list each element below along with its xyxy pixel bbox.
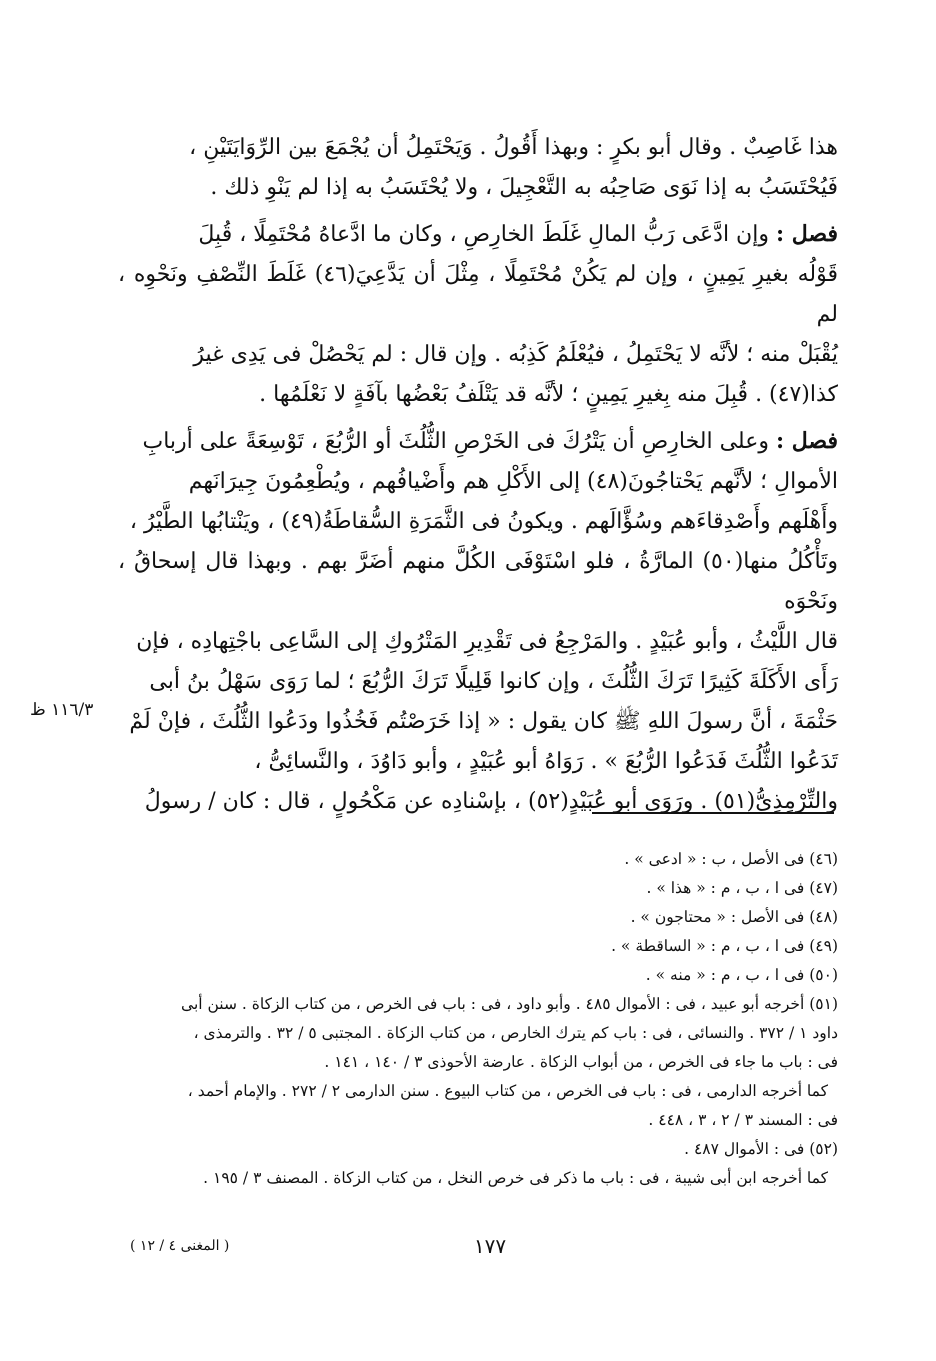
- paragraph-3: [118, 421, 838, 822]
- footnote-50: (٥٠) فى ا ، ب ، م : « منه » .: [645, 966, 838, 984]
- footnotes: [130, 845, 838, 1193]
- footnote-47: (٤٧) فى ا ، ب ، م : « هذا » .: [646, 879, 838, 897]
- text-line-content: وإن ادَّعَى رَبُّ المالِ غَلَطَ الخارِصِ ، وكان ما ادَّعاهُ مُحْتَمِلًا ، قُبِلَ: [198, 222, 769, 247]
- footnote-51: (٥١) أخرجه أبو عبيد ، فى : الأموال ٤٨٥ . وأبو داود ، فى : باب فى الخرص ، من كتاب الزكاة . سنن أبى: [181, 995, 838, 1013]
- footnote-51-continued: فى : المسند ٣ / ٢ ، ٣ ، ٤٤٨ .: [648, 1111, 838, 1129]
- footnote-52-continued: كما أخرجه ابن أبى شيبة ، فى : باب ما ذكر فى خرص النخل ، من كتاب الزكاة . المصنف ٣ / ١٩٥ .: [203, 1169, 828, 1187]
- footnote-49: (٤٩) فى ا ، ب ، م : « الساقطة » .: [611, 937, 838, 955]
- main-text: [118, 128, 838, 828]
- paragraph-1: [118, 128, 838, 208]
- text-line: وتَأْكُلُ منها(٥٠) المارَّةُ ، فلو اسْتَوْفَى الكُلَّ منهم أضَرَّ بهم . وبهذا قال إسحاقُ ، ونَحْوَه: [118, 549, 838, 614]
- footnote-51-continued: داود ١ / ٣٧٢ . والنسائى ، فى : باب كم يترك الخارص ، من كتاب الزكاة . المجتبى ٥ / ٣٢ . والترمذى ،: [193, 1024, 838, 1042]
- text-line: والتِّرْمِذِىُّ(٥١) . ورَوَى أبو عُبَيْدٍ(٥٢) ، بإسْنادِه عن مَكْحُولٍ ، قال : كان / رسولُ: [144, 789, 838, 814]
- paragraph-2: [118, 214, 838, 415]
- text-line: كذا(٤٧) . قُبِلَ منه بِغيرِ يَمِينٍ ؛ لأنَّه قد يَتْلَفُ بَعْضُها بآفَةٍ لا نَعْلَمُها .: [259, 382, 838, 407]
- text-line: حَثْمَةَ ، أنَّ رسولَ اللهِ ﷺ كان يقول : « إذا خَرَصْتُم فَخُذُوا ودَعُوا الثُّلُثَ ، فإنْ لَمْ: [129, 709, 838, 734]
- page-number: ١٧٧: [473, 1234, 507, 1258]
- footnote-48: (٤٨) فى الأصل : « محتاجون » .: [630, 908, 838, 926]
- footnote-51-continued: كما أخرجه الدارمى ، فى : باب فى الخرص ، من كتاب البيوع . سنن الدارمى ٢ / ٢٧٢ . والإمام أحمد ،: [187, 1082, 828, 1100]
- section-label: فصل :: [775, 221, 838, 247]
- text-line: [118, 214, 838, 255]
- footnote-46: (٤٦) فى الأصل ، ب : « ادعى » .: [624, 850, 838, 868]
- text-line: هذا غَاصِبٌ . وقال أبو بكرٍ : وبهذا أَقُولُ . وَيَحْتَمِلُ أن يُجْمَعَ بين الرِّوَايَتَيْنِ ،: [189, 135, 838, 160]
- text-line: [118, 421, 838, 462]
- footnote-52: (٥٢) فى : الأموال ٤٨٧ .: [684, 1140, 838, 1158]
- text-line: فَيُحْتَسَبُ به إذا نَوَى صَاحِبُه به التَّعْجِيلَ ، ولا يُحْتَسَبُ به إذا لم يَنْوِ ذلك .: [210, 175, 838, 200]
- text-line: الأموالِ ؛ لأنَّهم يَحْتاجُونَ(٤٨) إلى الأَكْلِ هم وأَضْيافُهم ، ويُطْعِمُونَ جِيرَانَهم: [188, 469, 838, 494]
- text-line-content: وعلى الخارِصِ أن يَتْرُكَ فى الخَرْصِ الثُّلُثَ أو الرُّبُعَ ، تَوْسِعَةً على أربابِ: [142, 429, 769, 454]
- text-line: تَدَعُوا الثُّلُثَ فَدَعُوا الرُّبُعَ » . رَوَاهُ أبو عُبَيْدٍ ، وأبو دَاوُدَ ، والنَّسائِىُّ ،: [254, 749, 838, 774]
- footnote-51-continued: فى : باب ما جاء فى الخرص ، من أبواب الزكاة . عارضة الأحوذى ٣ / ١٤٠ ، ١٤١ .: [324, 1053, 838, 1071]
- margin-manuscript-reference: ١١٦/٣ ظ: [30, 700, 94, 720]
- text-line: يُقْبَلْ منه ؛ لأنَّه لا يَحْتَمِلُ ، فيُعْلَمُ كَذِبُه . وإن قال : لم يَحْصُلْ فى يَدِى غيرُ: [193, 342, 838, 367]
- text-line: رَأَى الأَكَلَةَ كَثِيرًا تَرَكَ الثُّلُثَ ، وإن كانوا قَلِيلًا تَرَكَ الرُّبُعَ ؛ لما رَوَى سَهْلُ بنُ أبى: [149, 669, 838, 694]
- text-line: وأَهْلَهم وأَصْدِقاءَهم وسُؤَّالَهم . ويكونُ فى الثَّمَرَةِ السُّقاطَةُ(٤٩) ، ويَنْتابُها الطَّيْرُ ،: [129, 509, 838, 534]
- signature-mark: ( المغنى ٤ / ١٢ ): [130, 1238, 230, 1254]
- text-line: قال اللَّيْثُ ، وأبو عُبَيْدٍ . والمَرْجِعُ فى تَقْدِيرِ المَتْرُوكِ إلى السَّاعِى باجْتِهادِه ، فإن: [136, 629, 838, 654]
- footnote-separator: [592, 812, 834, 814]
- section-label: فصل :: [775, 428, 838, 454]
- text-line: قَوْلُه بغيرِ يَمِينٍ ، وإن لم يَكُنْ مُحْتَمِلًا ، مِثْلَ أن يَدَّعِيَ(٤٦) غَلَطَ النِّصْفِ ونَحْوِه ، لم: [118, 262, 839, 327]
